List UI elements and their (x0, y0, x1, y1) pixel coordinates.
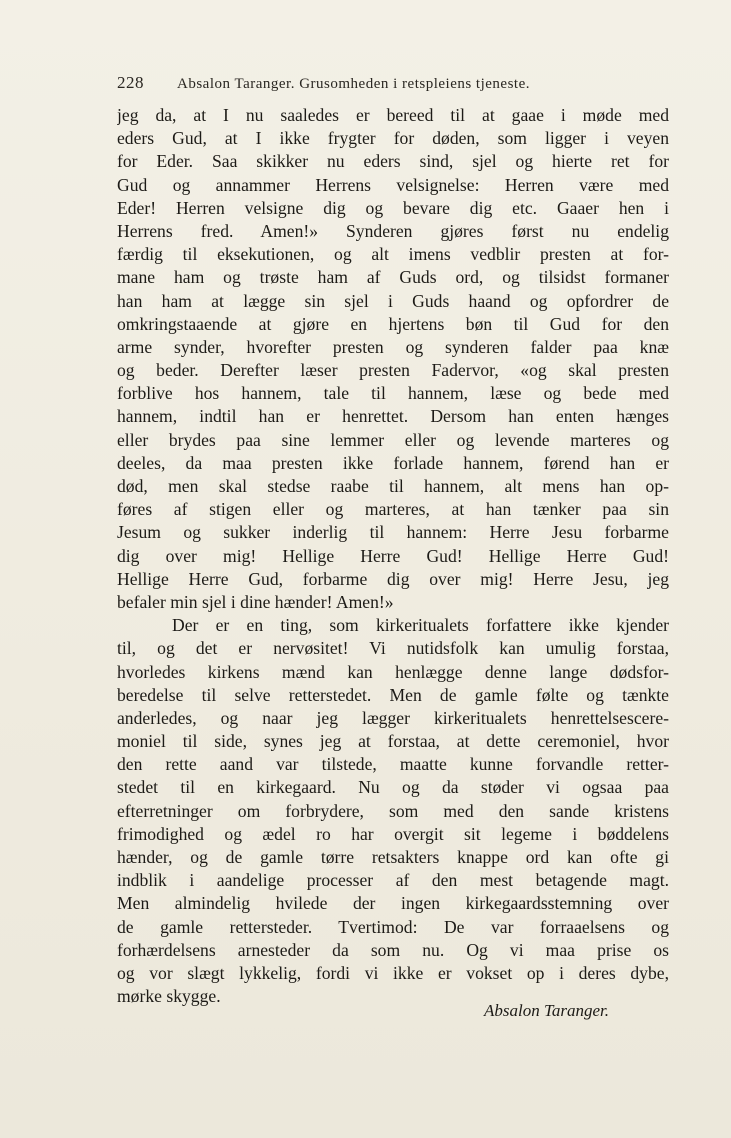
text-line: anderledes, og naar jeg lægger kirkeritualets henrettelsescere- (117, 707, 669, 728)
text-line: forhærdelsens arnesteder da som nu. Og vi maa prise os (117, 939, 669, 960)
text-line: hannem, indtil han er henrettet. Dersom han enten hænges (117, 406, 669, 427)
text-line: deeles, da maa presten ikke forlade hannem, førend han er (117, 452, 669, 473)
text-line: de gamle rettersteder. Tvertimod: De var forraaelsens og (117, 916, 669, 937)
body-text (117, 104, 669, 1008)
text-line: omkringstaaende at gjøre en hjertens bøn til Gud for den (117, 313, 669, 334)
text-line: Der er en ting, som kirkeritualets forfattere ikke kjender (172, 615, 669, 636)
text-line: Herrens fred. Amen!» Synderen gjøres først nu endelig (117, 220, 669, 241)
text-line: indblik i aandelige processer af den mest betagende magt. (117, 870, 669, 891)
text-line: arme synder, hvorefter presten og synderen falder paa knæ (117, 336, 669, 357)
text-line: stedet til en kirkegaard. Nu og da støder vi ogsaa paa (117, 777, 669, 798)
text-line: mane ham og trøste ham af Guds ord, og tilsidst formaner (117, 267, 669, 288)
text-line: den rette aand var tilstede, maatte kunne forvandle retter- (117, 754, 669, 775)
text-line: og beder. Derefter læser presten Fadervor, «og skal presten (117, 360, 669, 381)
text-line: moniel til side, synes jeg at forstaa, at dette ceremoniel, hvor (117, 731, 669, 752)
text-line: føres af stigen eller og marteres, at han tænker paa sin (117, 499, 669, 520)
text-line: forblive hos hannem, tale til hannem, læse og bede med (117, 383, 669, 404)
text-line: for Eder. Saa skikker nu eders sind, sjel og hierte ret for (117, 151, 669, 172)
text-line: befaler min sjel i dine hænder! Amen!» (117, 591, 394, 612)
text-line: Men almindelig hvilede der ingen kirkegaardsstemning over (117, 893, 669, 914)
text-line: dig over mig! Hellige Herre Gud! Hellige Herre Gud! (117, 545, 669, 566)
text-line: hvorledes kirkens mænd kan henlægge denne lange dødsfor- (117, 661, 669, 682)
text-line: død, men skal stedse raabe til hannem, alt mens han op- (117, 476, 669, 496)
text-line: han ham at lægge sin sjel i Guds haand og opfordrer de (117, 290, 669, 311)
text-line: mørke skygge. (117, 986, 221, 1007)
author-signature: Absalon Taranger. (484, 1001, 610, 1020)
text-line: eders Gud, at I ikke frygter for døden, som ligger i veyen (117, 128, 669, 149)
text-line: Eder! Herren velsigne dig og bevare dig etc. Gaaer hen i (117, 197, 669, 218)
text-line: hænder, og de gamle tørre retsakters knappe ord kan ofte gi (117, 847, 669, 867)
text-line: Hellige Herre Gud, forbarme dig over mig! Herre Jesu, jeg (117, 568, 669, 589)
page-number: 228 (117, 73, 144, 92)
running-title: Absalon Taranger. Grusomheden i retspleiens tjeneste. (177, 76, 530, 92)
text-line: Jesum og sukker inderlig til hannem: Herre Jesu forbarme (117, 522, 669, 543)
text-line: eller brydes paa sine lemmer eller og levende marteres og (117, 429, 669, 450)
text-line: til, og det er nervøsitet! Vi nutidsfolk kan umulig forstaa, (117, 638, 669, 659)
text-line: beredelse til selve retterstedet. Men de gamle følte og tænkte (117, 684, 669, 705)
running-header (117, 73, 617, 95)
text-line: jeg da, at I nu saaledes er bereed til at gaae i møde med (117, 105, 669, 125)
text-line: og vor slægt lykkelig, fordi vi ikke er vokset op i deres dybe, (117, 962, 669, 983)
text-line: Gud og annammer Herrens velsignelse: Herren være med (117, 174, 669, 195)
text-line: færdig til eksekutionen, og alt imens vedblir presten at for- (117, 244, 669, 265)
text-line: efterretninger om forbrydere, som med den sande kristens (117, 800, 669, 821)
text-line: frimodighed og ædel ro har overgit sit legeme i bøddelens (117, 823, 669, 844)
